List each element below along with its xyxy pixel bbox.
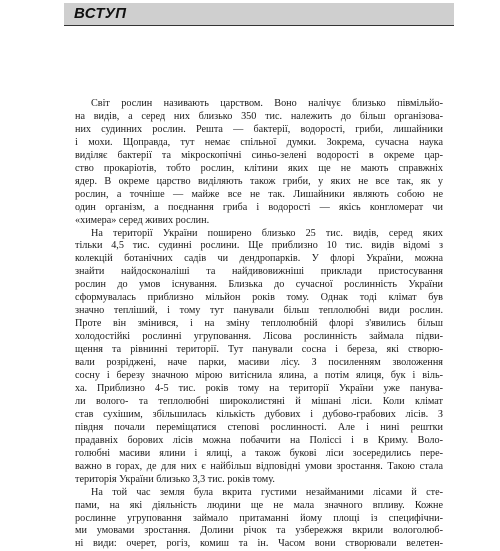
- text-line: прадавніх борових лісів можна побачити на Поліссі і в Криму. Воло-: [75, 434, 443, 446]
- text-line: На території України поширено близько 25 тис. видів, серед яких: [91, 227, 443, 239]
- paragraph-1: [75, 98, 443, 228]
- text-line: вали розріджені, наче парки, масиви лісу. З посиленням зволоження: [75, 357, 443, 369]
- text-line: рослин до умов існування. Близька до сучасної рослинність України: [75, 279, 443, 291]
- text-line: один організм, а поєднання гриба і водорості — якісь конгломерат чи: [75, 201, 443, 213]
- text-line: ство прокаріотів, тобто рослин, клітини яких ще не мають справжніх: [75, 162, 443, 174]
- text-line: півдня почали переміщатися степові рослинності. Але і нині рештки: [75, 421, 443, 433]
- chapter-header-bar: [64, 3, 454, 26]
- text-line: сформувалась приблизно мільйон років тому. Однак тоді клімат був: [75, 292, 443, 304]
- chapter-title: ВСТУП: [74, 5, 127, 22]
- text-line: сосну і березу значною мірою витіснила ялина, а потім ялиця, бук і віль-: [75, 370, 443, 382]
- text-line: знайти найдосконаліші та найдивовижніші приклади пристосування: [75, 266, 443, 278]
- text-line: ядер. В окреме царство виділяють також гриби, у яких не все так, як у: [75, 175, 443, 187]
- text-line: Світ рослин називають царством. Воно налічує близько півмільйо-: [91, 98, 443, 109]
- paragraph-2: [75, 228, 443, 487]
- text-line: територія України близько 3,3 тис. років тому.: [75, 473, 275, 485]
- text-line: пами, на які діяльність людини ще не мала значного впливу. Кожне: [75, 499, 443, 511]
- text-line: колекцій ботанічних садів чи дендропарків. У флорі України, можна: [75, 253, 443, 265]
- text-line: виділяє бактерії та мікроскопічні синьо-зелені водорості в окреме цар-: [75, 149, 443, 161]
- text-line: них судинних рослин. Решта — бактерії, водорості, гриби, лишайники: [75, 123, 443, 135]
- text-line: щення та рівнинні території. Тут панували сосна і береза, які створю-: [75, 344, 443, 356]
- text-line: і мохи. Щоправда, тут немає спільної думки. Зокрема, сучасна наука: [75, 136, 443, 148]
- text-line: голюбні масиви ялини і ялиці, а також букові ліси зосередились пере-: [75, 447, 443, 459]
- text-line: На той час земля була вкрита густими незайманими лісами й сте-: [91, 486, 443, 498]
- text-line: ми умовами зростання. Долини річок та узбережжя вкрили вологолюб-: [75, 525, 443, 537]
- text-line: важно в горах, де для них є найбільш відповідні умови зростання. Такою стала: [75, 460, 443, 472]
- text-line: «химера» серед живих рослин.: [75, 214, 210, 226]
- text-line: значно тепліший, і тому тут панували більш теплолюбні види рослин.: [75, 305, 443, 317]
- text-line: холодостійкі рослинні угруповання. Лісова рослинність займала підви-: [75, 331, 443, 343]
- text-line: рослинне угруповання займало притаманні йому площі із специфічни-: [75, 512, 443, 524]
- text-line: ли волого- та теплолюбні широколистяні й мішані ліси. Коли клімат: [75, 395, 443, 407]
- text-line: на видів, а серед них близько 350 тис. належить до більш організова-: [75, 110, 443, 122]
- text-line: рослин, а точніше — майже все не так. Лишайники являють собою не: [75, 188, 443, 200]
- text-line: ха. Приблизно 4-5 тис. років тому на території України уже панува-: [75, 382, 443, 394]
- text-line: тільки 4,5 тис. судинні рослини. Ще приблизно 10 тис. видів відомі з: [75, 240, 443, 252]
- page-body: [75, 98, 443, 551]
- text-line: Проте він змінився, і на зміну теплолюбній флорі з'явились більш: [75, 318, 443, 330]
- text-line: став сухішим, збільшилась кількість дубових і дубово-грабових лісів. З: [75, 408, 443, 420]
- text-line: ні види: очерет, рогіз, комиш та ін. Часом вони створювали велетен-: [75, 538, 443, 550]
- paragraph-3: [75, 487, 443, 551]
